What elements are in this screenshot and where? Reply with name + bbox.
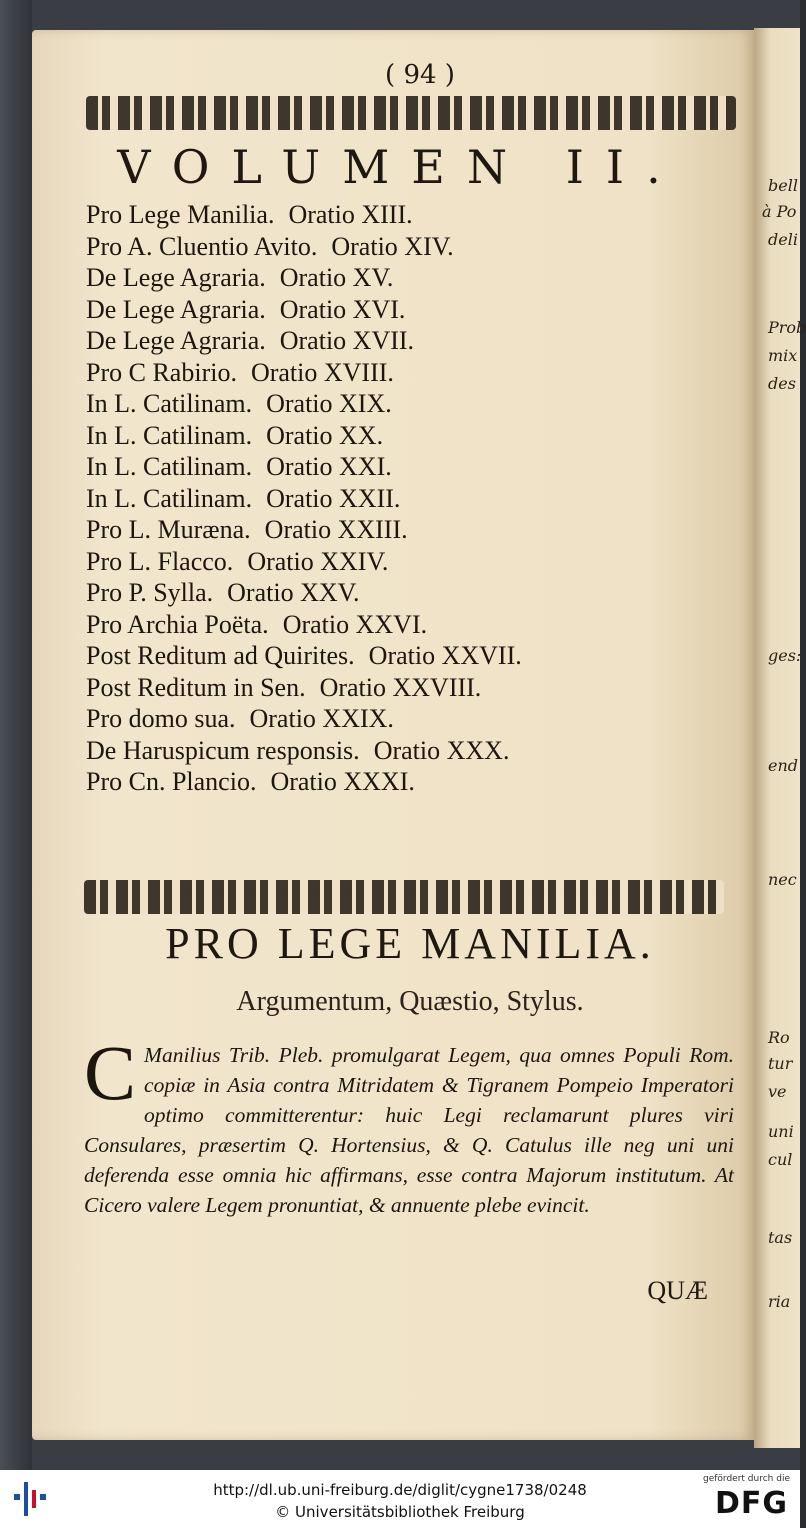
- toc-entry-oratio: Oratio XXIX.: [249, 704, 394, 733]
- toc-entry-oratio: Oratio XVI.: [279, 294, 406, 324]
- facing-fragment: bell: [768, 176, 798, 195]
- facing-fragment: à Po: [762, 202, 797, 221]
- facing-fragment: deli: [768, 230, 798, 249]
- toc-entry: [86, 295, 522, 327]
- toc-entry-oratio: Oratio XIV.: [331, 231, 454, 261]
- dfg-logo: DFG: [714, 1486, 788, 1521]
- toc-entry-title: Post Reditum ad Quirites.: [86, 641, 355, 670]
- toc-entry-oratio: Oratio XXIII.: [264, 515, 408, 544]
- toc-entry-oratio: Oratio XXV.: [227, 578, 360, 607]
- toc-entry: [86, 232, 522, 264]
- facing-fragment: uni: [768, 1122, 794, 1141]
- toc-entry-title: Post Reditum in Sen.: [86, 672, 306, 702]
- toc-entry-oratio: Oratio XIX.: [266, 389, 392, 418]
- facing-fragment: ges:: [768, 646, 802, 665]
- section-title: PRO LEGE MANILIA.: [165, 919, 655, 968]
- toc-entry-oratio: Oratio XXII.: [266, 483, 401, 513]
- volume-title: VOLUMEN II.: [117, 140, 683, 194]
- toc-entry-oratio: Oratio XXX.: [373, 735, 510, 765]
- toc-entry-title: De Haruspicum responsis.: [86, 735, 360, 765]
- toc-entry-title: Pro P. Sylla.: [86, 578, 214, 607]
- toc-entry-oratio: Oratio XVII.: [279, 326, 415, 355]
- book-edge-left: [0, 0, 32, 1470]
- toc-entry-oratio: Oratio XV.: [279, 263, 394, 292]
- facing-fragment: tas: [768, 1228, 793, 1247]
- facing-fragment: des: [768, 374, 796, 393]
- toc-entry: [86, 547, 522, 579]
- funding-note: gefördert durch die: [703, 1474, 790, 1484]
- toc-entry: [86, 704, 522, 736]
- ornament-border-middle: [84, 880, 724, 914]
- toc-entry-title: Pro L. Flacco.: [86, 546, 234, 576]
- toc-entry-title: Pro L. Muræna.: [86, 515, 251, 544]
- page-number: ( 94 ): [385, 60, 455, 90]
- facing-fragment: cul: [768, 1150, 793, 1169]
- toc-entry: [86, 452, 522, 484]
- toc-entry-title: De Lege Agraria.: [86, 263, 266, 292]
- ornament-border-top: [86, 96, 736, 130]
- toc-entry-oratio: Oratio XXI.: [266, 452, 392, 481]
- toc-entry-title: In L. Catilinam.: [86, 483, 253, 513]
- toc-entry-oratio: Oratio XXVII.: [368, 641, 522, 670]
- toc-entry: [86, 610, 522, 642]
- toc-entry: [86, 389, 522, 421]
- toc-entry-oratio: Oratio XXIV.: [247, 546, 389, 576]
- facing-fragment: Ro: [768, 1028, 790, 1047]
- facing-page: [754, 28, 806, 1448]
- toc-entry-title: De Lege Agraria.: [86, 326, 266, 355]
- argument-text: Manilius Trib. Pleb. promulgarat Legem, qua omnes Populi Rom. copiæ in Asia contra Mitridatem & Tigranem Pompeio Imperatori optimo committerentur: huic Legi reclamarunt plures viri Consulares, præsertim Q. Hortensius, & Q. Catulus ille neg uni uni deferenda esse omnia hic affirmans, esse contra Majorum institutum. At Cicero valere Legem pronuntiat, & annuente plebe evincit.: [84, 1043, 734, 1217]
- facing-fragment: ve: [768, 1082, 787, 1101]
- drop-cap: C: [84, 1029, 137, 1116]
- catchword: QUÆ: [647, 1276, 708, 1305]
- toc-entry-oratio: Oratio XXXI.: [270, 767, 415, 796]
- toc-entry-oratio: Oratio XVIII.: [250, 357, 394, 387]
- toc-entry-title: Pro Archia Poëta.: [86, 609, 269, 639]
- table-of-contents: [86, 200, 522, 799]
- section-subtitle: Argumentum, Quæstio, Stylus.: [236, 986, 584, 1017]
- toc-entry-title: Pro C Rabirio.: [86, 357, 237, 387]
- toc-entry-title: Pro Lege Manilia.: [86, 200, 275, 229]
- toc-entry: [86, 358, 522, 390]
- toc-entry-title: De Lege Agraria.: [86, 294, 266, 324]
- toc-entry: [86, 736, 522, 768]
- facing-fragment: nec: [768, 870, 797, 889]
- source-url[interactable]: http://dl.ub.uni-freiburg.de/diglit/cygne1738/0248: [213, 1481, 587, 1499]
- toc-entry-title: In L. Catilinam.: [86, 420, 253, 450]
- toc-entry-title: Pro Cn. Plancio.: [86, 767, 257, 796]
- toc-entry-title: Pro domo sua.: [86, 704, 236, 733]
- facing-fragment: mix: [768, 346, 798, 365]
- toc-entry: [86, 578, 522, 610]
- footer-bar: [0, 1470, 800, 1528]
- toc-entry-title: In L. Catilinam.: [86, 389, 253, 418]
- toc-entry-title: In L. Catilinam.: [86, 452, 253, 481]
- facing-fragment: end: [768, 756, 799, 775]
- toc-entry: [86, 515, 522, 547]
- toc-entry: [86, 263, 522, 295]
- toc-entry-oratio: Oratio XX.: [266, 420, 384, 450]
- toc-entry: [86, 641, 522, 673]
- toc-entry: [86, 200, 522, 232]
- toc-entry: [86, 326, 522, 358]
- toc-entry: [86, 421, 522, 453]
- toc-entry-oratio: Oratio XIII.: [288, 200, 413, 229]
- toc-entry: [86, 673, 522, 705]
- toc-entry: [86, 767, 522, 799]
- toc-entry: [86, 484, 522, 516]
- facing-fragment: ria: [768, 1292, 791, 1311]
- facing-fragment: tur: [768, 1054, 793, 1073]
- toc-entry-title: Pro A. Cluentio Avito.: [86, 231, 318, 261]
- argument-paragraph: [84, 1029, 734, 1220]
- copyright-notice: © Universitätsbibliothek Freiburg: [275, 1503, 525, 1521]
- toc-entry-oratio: Oratio XXVIII.: [319, 672, 482, 702]
- toc-entry-oratio: Oratio XXVI.: [282, 609, 428, 639]
- facing-fragment: Prob: [768, 318, 806, 337]
